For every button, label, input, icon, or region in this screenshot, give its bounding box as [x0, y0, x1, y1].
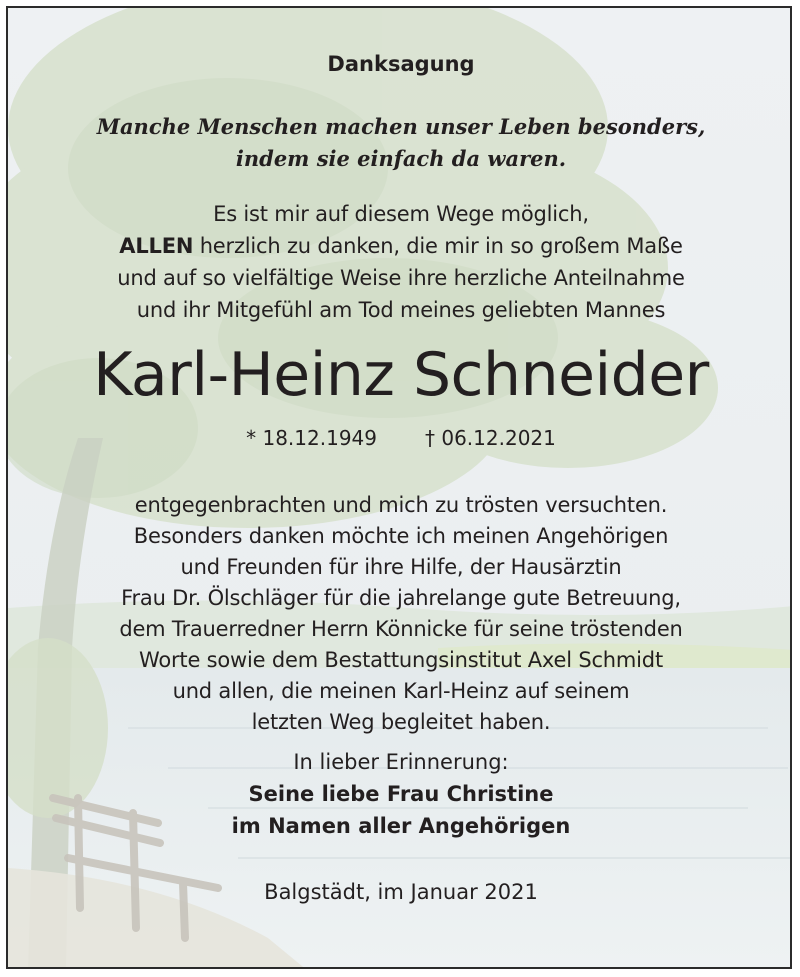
memory-line: In lieber Erinnerung: — [293, 750, 509, 774]
continuation-line-4: Frau Dr. Ölschläger für die jahrelange gute Betreuung, — [121, 586, 681, 610]
continuation-line-3: und Freunden für ihre Hilfe, der Hausärztin — [180, 555, 622, 579]
intro-line-1: Es ist mir auf diesem Wege möglich, — [213, 202, 589, 226]
intro-line-2 — [8, 234, 792, 258]
signature-line-2: im Namen aller Angehörigen — [231, 814, 571, 838]
intro-emphasis-allen: ALLEN — [119, 234, 194, 258]
life-dates — [8, 426, 792, 450]
quote-line-2: indem sie einfach da waren. — [235, 146, 567, 171]
obituary-notice — [6, 6, 792, 969]
quote-line-1: Manche Menschen machen unser Leben besonders, — [96, 114, 706, 139]
continuation-line-2: Besonders danken möchte ich meinen Angehörigen — [133, 524, 669, 548]
intro-line-2-rest: herzlich zu danken, die mir in so großem Maße — [193, 234, 683, 258]
continuation-line-5: dem Trauerredner Herrn Könnicke für seine tröstenden — [119, 617, 683, 641]
signature-line-1: Seine liebe Frau Christine — [248, 782, 554, 806]
place-date: Balgstädt, im Januar 2021 — [264, 880, 538, 904]
deceased-name: Karl-Heinz Schneider — [93, 340, 709, 410]
continuation-line-7: und allen, die meinen Karl-Heinz auf seinem — [172, 679, 630, 703]
continuation-line-6: Worte sowie dem Bestattungsinstitut Axel Schmidt — [139, 648, 663, 672]
intro-line-4: und ihr Mitgefühl am Tod meines geliebten Mannes — [136, 298, 666, 322]
death-date: † 06.12.2021 — [425, 426, 556, 450]
birth-date: * 18.12.1949 — [246, 426, 377, 450]
heading-danksagung: Danksagung — [327, 52, 475, 76]
continuation-line-8: letzten Weg begleitet haben. — [251, 710, 551, 734]
continuation-line-1: entgegenbrachten und mich zu trösten versuchten. — [134, 493, 668, 517]
intro-line-3: und auf so vielfältige Weise ihre herzliche Anteilnahme — [117, 266, 685, 290]
